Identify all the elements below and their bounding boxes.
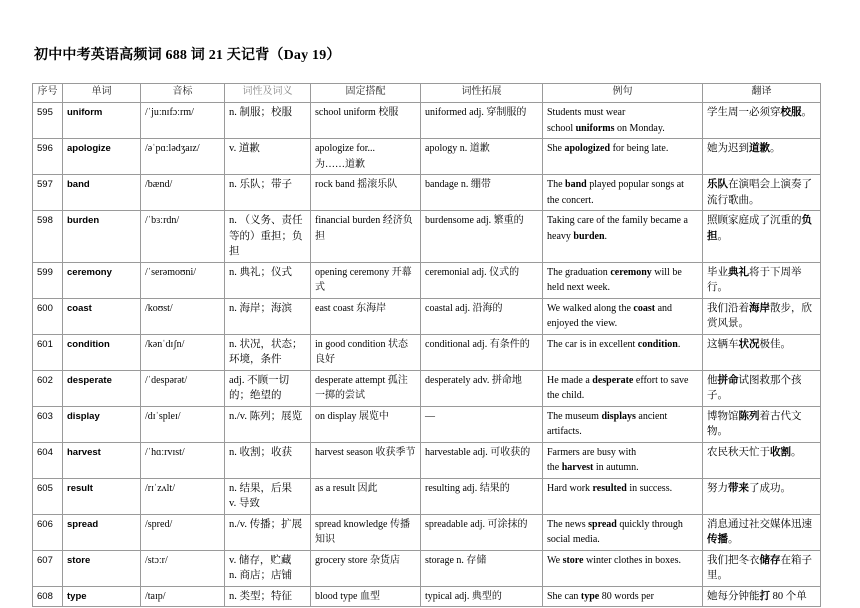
cell-number: 601 (33, 334, 63, 370)
cell-example: Farmers are busy with the harvest in autumn. (543, 442, 703, 478)
cell-ipa: /ˈjuːnɪfɔːrm/ (141, 103, 225, 139)
table-row (33, 103, 821, 139)
table-header-row (33, 84, 821, 103)
cell-pos-meaning: n./v. 传播；扩展 (225, 514, 311, 550)
cell-number: 595 (33, 103, 63, 139)
cell-word: band (63, 175, 141, 211)
cell-translation: 消息通过社交媒体迅速传播。 (703, 514, 821, 550)
cell-ipa: /əˈpɑːlədʒaɪz/ (141, 139, 225, 175)
cell-pos-meaning: adj. 不顾一切的；绝望的 (225, 370, 311, 406)
cell-extension: desperately adv. 拼命地 (421, 370, 543, 406)
cell-pos-meaning: v. 道歉 (225, 139, 311, 175)
cell-phrase: harvest season 收获季节 (311, 442, 421, 478)
cell-ipa: /koʊst/ (141, 298, 225, 334)
page-title: 初中中考英语高频词 688 词 21 天记背（Day 19） (34, 48, 341, 63)
cell-number: 602 (33, 370, 63, 406)
cell-phrase: financial burden 经济负担 (311, 211, 421, 263)
table-row (33, 478, 821, 514)
header-no: 序号 (33, 84, 63, 103)
table-row (33, 514, 821, 550)
table-row (33, 175, 821, 211)
cell-number: 604 (33, 442, 63, 478)
cell-translation: 她为迟到道歉。 (703, 139, 821, 175)
cell-pos-meaning: n. 状况，状态；环境，条件 (225, 334, 311, 370)
cell-phrase: on display 展览中 (311, 406, 421, 442)
cell-translation: 学生周一必须穿校服。 (703, 103, 821, 139)
cell-extension: resulting adj. 结果的 (421, 478, 543, 514)
cell-word: desperate (63, 370, 141, 406)
cell-number: 607 (33, 550, 63, 586)
cell-ipa: /ˈhɑːrvɪst/ (141, 442, 225, 478)
header-translation: 翻译 (703, 84, 821, 103)
cell-phrase: apologize for... 为……道歉 (311, 139, 421, 175)
cell-example: He made a desperate effort to save the child. (543, 370, 703, 406)
cell-extension: typical adj. 典型的 (421, 586, 543, 607)
cell-pos-meaning: n. 类型；特征 (225, 586, 311, 607)
cell-word: display (63, 406, 141, 442)
cell-pos-meaning: n. （义务、责任等的）重担；负担 (225, 211, 311, 263)
cell-word: harvest (63, 442, 141, 478)
cell-extension: burdensome adj. 繁重的 (421, 211, 543, 263)
cell-phrase: school uniform 校服 (311, 103, 421, 139)
table-body (33, 103, 821, 607)
cell-number: 598 (33, 211, 63, 263)
vocabulary-table (32, 83, 821, 607)
cell-number: 596 (33, 139, 63, 175)
cell-translation: 这辆车状况极佳。 (703, 334, 821, 370)
cell-number: 603 (33, 406, 63, 442)
cell-translation: 努力带来了成功。 (703, 478, 821, 514)
cell-example: We walked along the coast and enjoyed the view. (543, 298, 703, 334)
cell-example: The car is in excellent condition. (543, 334, 703, 370)
cell-translation: 我们沿着海岸散步，欣赏风景。 (703, 298, 821, 334)
cell-example: The museum displays ancient artifacts. (543, 406, 703, 442)
cell-word: store (63, 550, 141, 586)
cell-example: The news spread quickly through social media. (543, 514, 703, 550)
cell-word: ceremony (63, 262, 141, 298)
cell-word: burden (63, 211, 141, 263)
table-row (33, 550, 821, 586)
table-row (33, 298, 821, 334)
cell-extension: apology n. 道歉 (421, 139, 543, 175)
cell-number: 597 (33, 175, 63, 211)
cell-extension: uniformed adj. 穿制服的 (421, 103, 543, 139)
table-row (33, 334, 821, 370)
cell-phrase: in good condition 状态良好 (311, 334, 421, 370)
cell-number: 608 (33, 586, 63, 607)
table-row (33, 442, 821, 478)
cell-extension: spreadable adj. 可涂抹的 (421, 514, 543, 550)
cell-example: The band played popular songs at the concert. (543, 175, 703, 211)
cell-word: uniform (63, 103, 141, 139)
cell-ipa: /spred/ (141, 514, 225, 550)
header-phrase: 固定搭配 (311, 84, 421, 103)
cell-extension: — (421, 406, 543, 442)
cell-translation: 乐队在演唱会上演奏了流行歌曲。 (703, 175, 821, 211)
table-row (33, 139, 821, 175)
cell-ipa: /rɪˈzʌlt/ (141, 478, 225, 514)
cell-phrase: spread knowledge 传播知识 (311, 514, 421, 550)
cell-translation: 农民秋天忙于收割。 (703, 442, 821, 478)
cell-example: She apologized for being late. (543, 139, 703, 175)
cell-phrase: east coast 东海岸 (311, 298, 421, 334)
cell-phrase: rock band 摇滚乐队 (311, 175, 421, 211)
cell-ipa: /ˈserəmoʊni/ (141, 262, 225, 298)
cell-translation: 她每分钟能打 80 个单 (703, 586, 821, 607)
table-row (33, 406, 821, 442)
cell-number: 599 (33, 262, 63, 298)
cell-translation: 他拼命试图救那个孩子。 (703, 370, 821, 406)
cell-word: apologize (63, 139, 141, 175)
cell-phrase: opening ceremony 开幕式 (311, 262, 421, 298)
cell-extension: bandage n. 绷带 (421, 175, 543, 211)
header-ipa: 音标 (141, 84, 225, 103)
cell-word: coast (63, 298, 141, 334)
header-pos-meaning: 词性及词义 (225, 84, 311, 103)
cell-translation: 博物馆陈列着古代文物。 (703, 406, 821, 442)
cell-word: type (63, 586, 141, 607)
cell-pos-meaning: n./v. 陈列；展览 (225, 406, 311, 442)
cell-pos-meaning: n. 典礼；仪式 (225, 262, 311, 298)
cell-ipa: /bænd/ (141, 175, 225, 211)
cell-word: condition (63, 334, 141, 370)
cell-ipa: /stɔːr/ (141, 550, 225, 586)
cell-pos-meaning: n. 海岸；海滨 (225, 298, 311, 334)
table-row (33, 262, 821, 298)
cell-example: We store winter clothes in boxes. (543, 550, 703, 586)
cell-extension: storage n. 存储 (421, 550, 543, 586)
cell-phrase: grocery store 杂货店 (311, 550, 421, 586)
cell-phrase: as a result 因此 (311, 478, 421, 514)
cell-number: 600 (33, 298, 63, 334)
cell-pos-meaning: n. 结果，后果 v. 导致 (225, 478, 311, 514)
cell-number: 606 (33, 514, 63, 550)
cell-pos-meaning: n. 乐队；带子 (225, 175, 311, 211)
cell-word: spread (63, 514, 141, 550)
cell-translation: 毕业典礼将于下周举行。 (703, 262, 821, 298)
cell-pos-meaning: n. 制服；校服 (225, 103, 311, 139)
cell-pos-meaning: v. 储存，贮藏 n. 商店；店铺 (225, 550, 311, 586)
cell-word: result (63, 478, 141, 514)
cell-example: Taking care of the family became a heavy burden. (543, 211, 703, 263)
cell-translation: 我们把冬衣储存在箱子里。 (703, 550, 821, 586)
cell-example: Students must wear school uniforms on Monday. (543, 103, 703, 139)
cell-pos-meaning: n. 收割；收获 (225, 442, 311, 478)
cell-phrase: blood type 血型 (311, 586, 421, 607)
cell-extension: conditional adj. 有条件的 (421, 334, 543, 370)
cell-phrase: desperate attempt 孤注一掷的尝试 (311, 370, 421, 406)
table-row (33, 211, 821, 263)
cell-number: 605 (33, 478, 63, 514)
table-row (33, 370, 821, 406)
cell-ipa: /taɪp/ (141, 586, 225, 607)
cell-ipa: /dɪˈspleɪ/ (141, 406, 225, 442)
cell-example: The graduation ceremony will be held next week. (543, 262, 703, 298)
header-word: 单词 (63, 84, 141, 103)
cell-ipa: /ˈbɜːrdn/ (141, 211, 225, 263)
cell-example: Hard work resulted in success. (543, 478, 703, 514)
header-extension: 词性拓展 (421, 84, 543, 103)
table-row (33, 586, 821, 607)
cell-ipa: /ˈdespərət/ (141, 370, 225, 406)
cell-translation: 照顾家庭成了沉重的负担。 (703, 211, 821, 263)
cell-extension: ceremonial adj. 仪式的 (421, 262, 543, 298)
cell-extension: harvestable adj. 可收获的 (421, 442, 543, 478)
cell-ipa: /kənˈdɪʃn/ (141, 334, 225, 370)
header-example: 例句 (543, 84, 703, 103)
cell-extension: coastal adj. 沿海的 (421, 298, 543, 334)
cell-example: She can type 80 words per (543, 586, 703, 607)
